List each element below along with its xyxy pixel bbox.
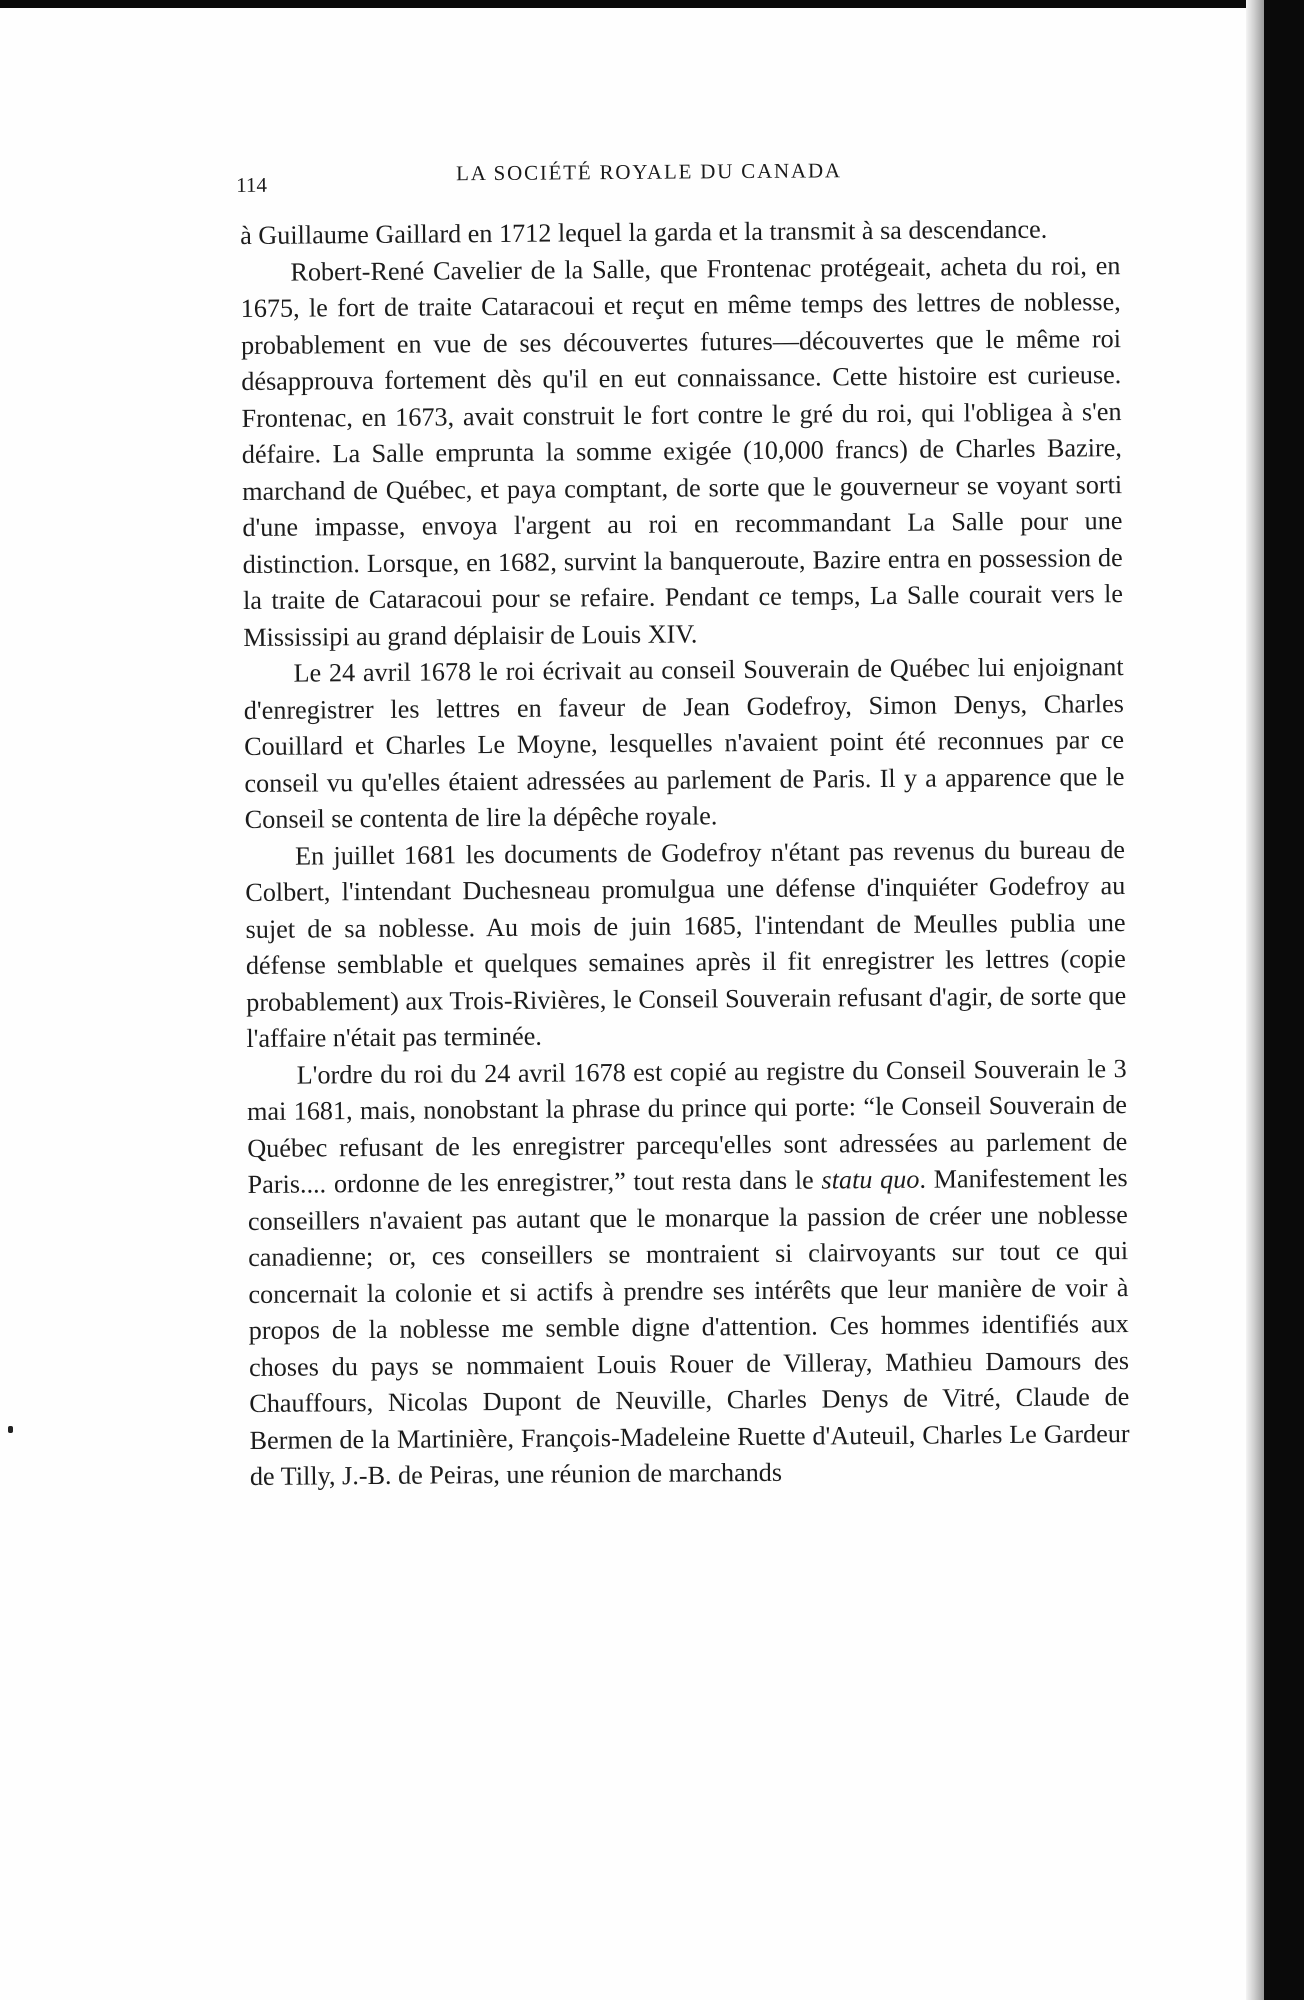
running-header	[236, 156, 1120, 199]
paragraph-continuation: à Guillaume Gaillard en 1712 lequel la garda et la transmit à sa descendance.	[240, 214, 1048, 250]
paragraph-lettres-1678: Le 24 avril 1678 le roi écrivait au conseil Souverain de Québec lui enjoignant d'enregistrer les lettres en faveur de Jean Godefroy, Simon Denys, Charles Couillard et Charles Le Moyne, lesquelles n'avaient point été reconnues par ce conseil vu qu'elles étaient adressées au parlement de Paris. Il y a apparence que le Conseil se contenta de lire la dépêche royale.	[243, 652, 1125, 834]
italic-phrase: statu quo	[821, 1164, 920, 1195]
scan-speck	[8, 1426, 13, 1433]
paragraph-text-after: . Manifestement les conseillers n'avaient pas autant que le monarque la passion de créer une noblesse canadienne; or, ces conseillers se montraient si clairvoyants sur tout ce qui concernait la colonie et si actifs à prendre ses intérêts que leur manière de voir à propos de la noblesse me semble digne d'attention. Ces hommes identifiés aux choses du pays se nommaient Louis Rouer de Villeray, Mathieu Damours des Chauffours, Nicolas Dupont de Neuville, Charles Denys de Vitré, Claude de Bermen de la Martinière, François-Madeleine Ruette d'Auteuil, Charles Le Gardeur de Tilly, J.-B. de Peiras, une réunion de marchands	[247, 1163, 1130, 1491]
page-number: 114	[236, 172, 268, 197]
running-title: LA SOCIÉTÉ ROYALE DU CANADA	[455, 158, 842, 186]
scan-border-right	[1264, 0, 1304, 2000]
paragraph-godefroy-1681: En juillet 1681 les documents de Godefroy n'étant pas revenus du bureau de Colbert, l'intendant Duchesneau promulgua une défense d'inquiéter Godefroy au sujet de sa noblesse. Au mois de juin 1685, l'intendant de Meulles publia une défense semblable et quelques semaines après il fit enregistrer les lettres (copie probablement) aux Trois-Rivières, le Conseil Souverain refusant d'agir, de sorte que l'affaire n'était pas terminée.	[245, 834, 1127, 1053]
body-text	[240, 211, 1130, 1495]
paragraph-text-before: L'ordre du roi du 24 avril 1678 est copié au registre du Conseil Souverain le 3 mai 1681, mais, nonobstant la phrase du prince qui porte: “le Conseil Souverain de Québec refusant de les enregistrer parcequ'elles sont adressées au parlement de Paris.... ordonne de les enregistrer,” tout resta dans le	[246, 1053, 1128, 1199]
page-edge-shadow	[1246, 0, 1264, 2000]
paragraph-la-salle: Robert-René Cavelier de la Salle, que Frontenac protégeait, acheta du roi, en 1675, le fort de traite Cataracoui et reçut en même temps des lettres de noblesse, probablement en vue de ses découvertes futures—découvertes que le même roi désapprouva fortement dès qu'il en eut connaissance. Cette histoire est curieuse. Frontenac, en 1673, avait construit le fort contre le gré du roi, qui l'obligea à s'en défaire. La Salle emprunta la somme exigée (10,000 francs) de Charles Bazire, marchand de Québec, et paya comptant, de sorte que le gouverneur se voyant sorti d'une impasse, envoya l'argent au roi en recommandant La Salle pour une distinction. Lorsque, en 1682, survint la banqueroute, Bazire entra en possession de la traite de Cataracoui pour se refaire. Pendant ce temps, La Salle courait vers le Mississipi au grand déplaisir de Louis XIV.	[240, 250, 1124, 652]
scan-border-top	[0, 0, 1304, 8]
paragraph-conseil-souverain	[247, 1051, 1130, 1496]
